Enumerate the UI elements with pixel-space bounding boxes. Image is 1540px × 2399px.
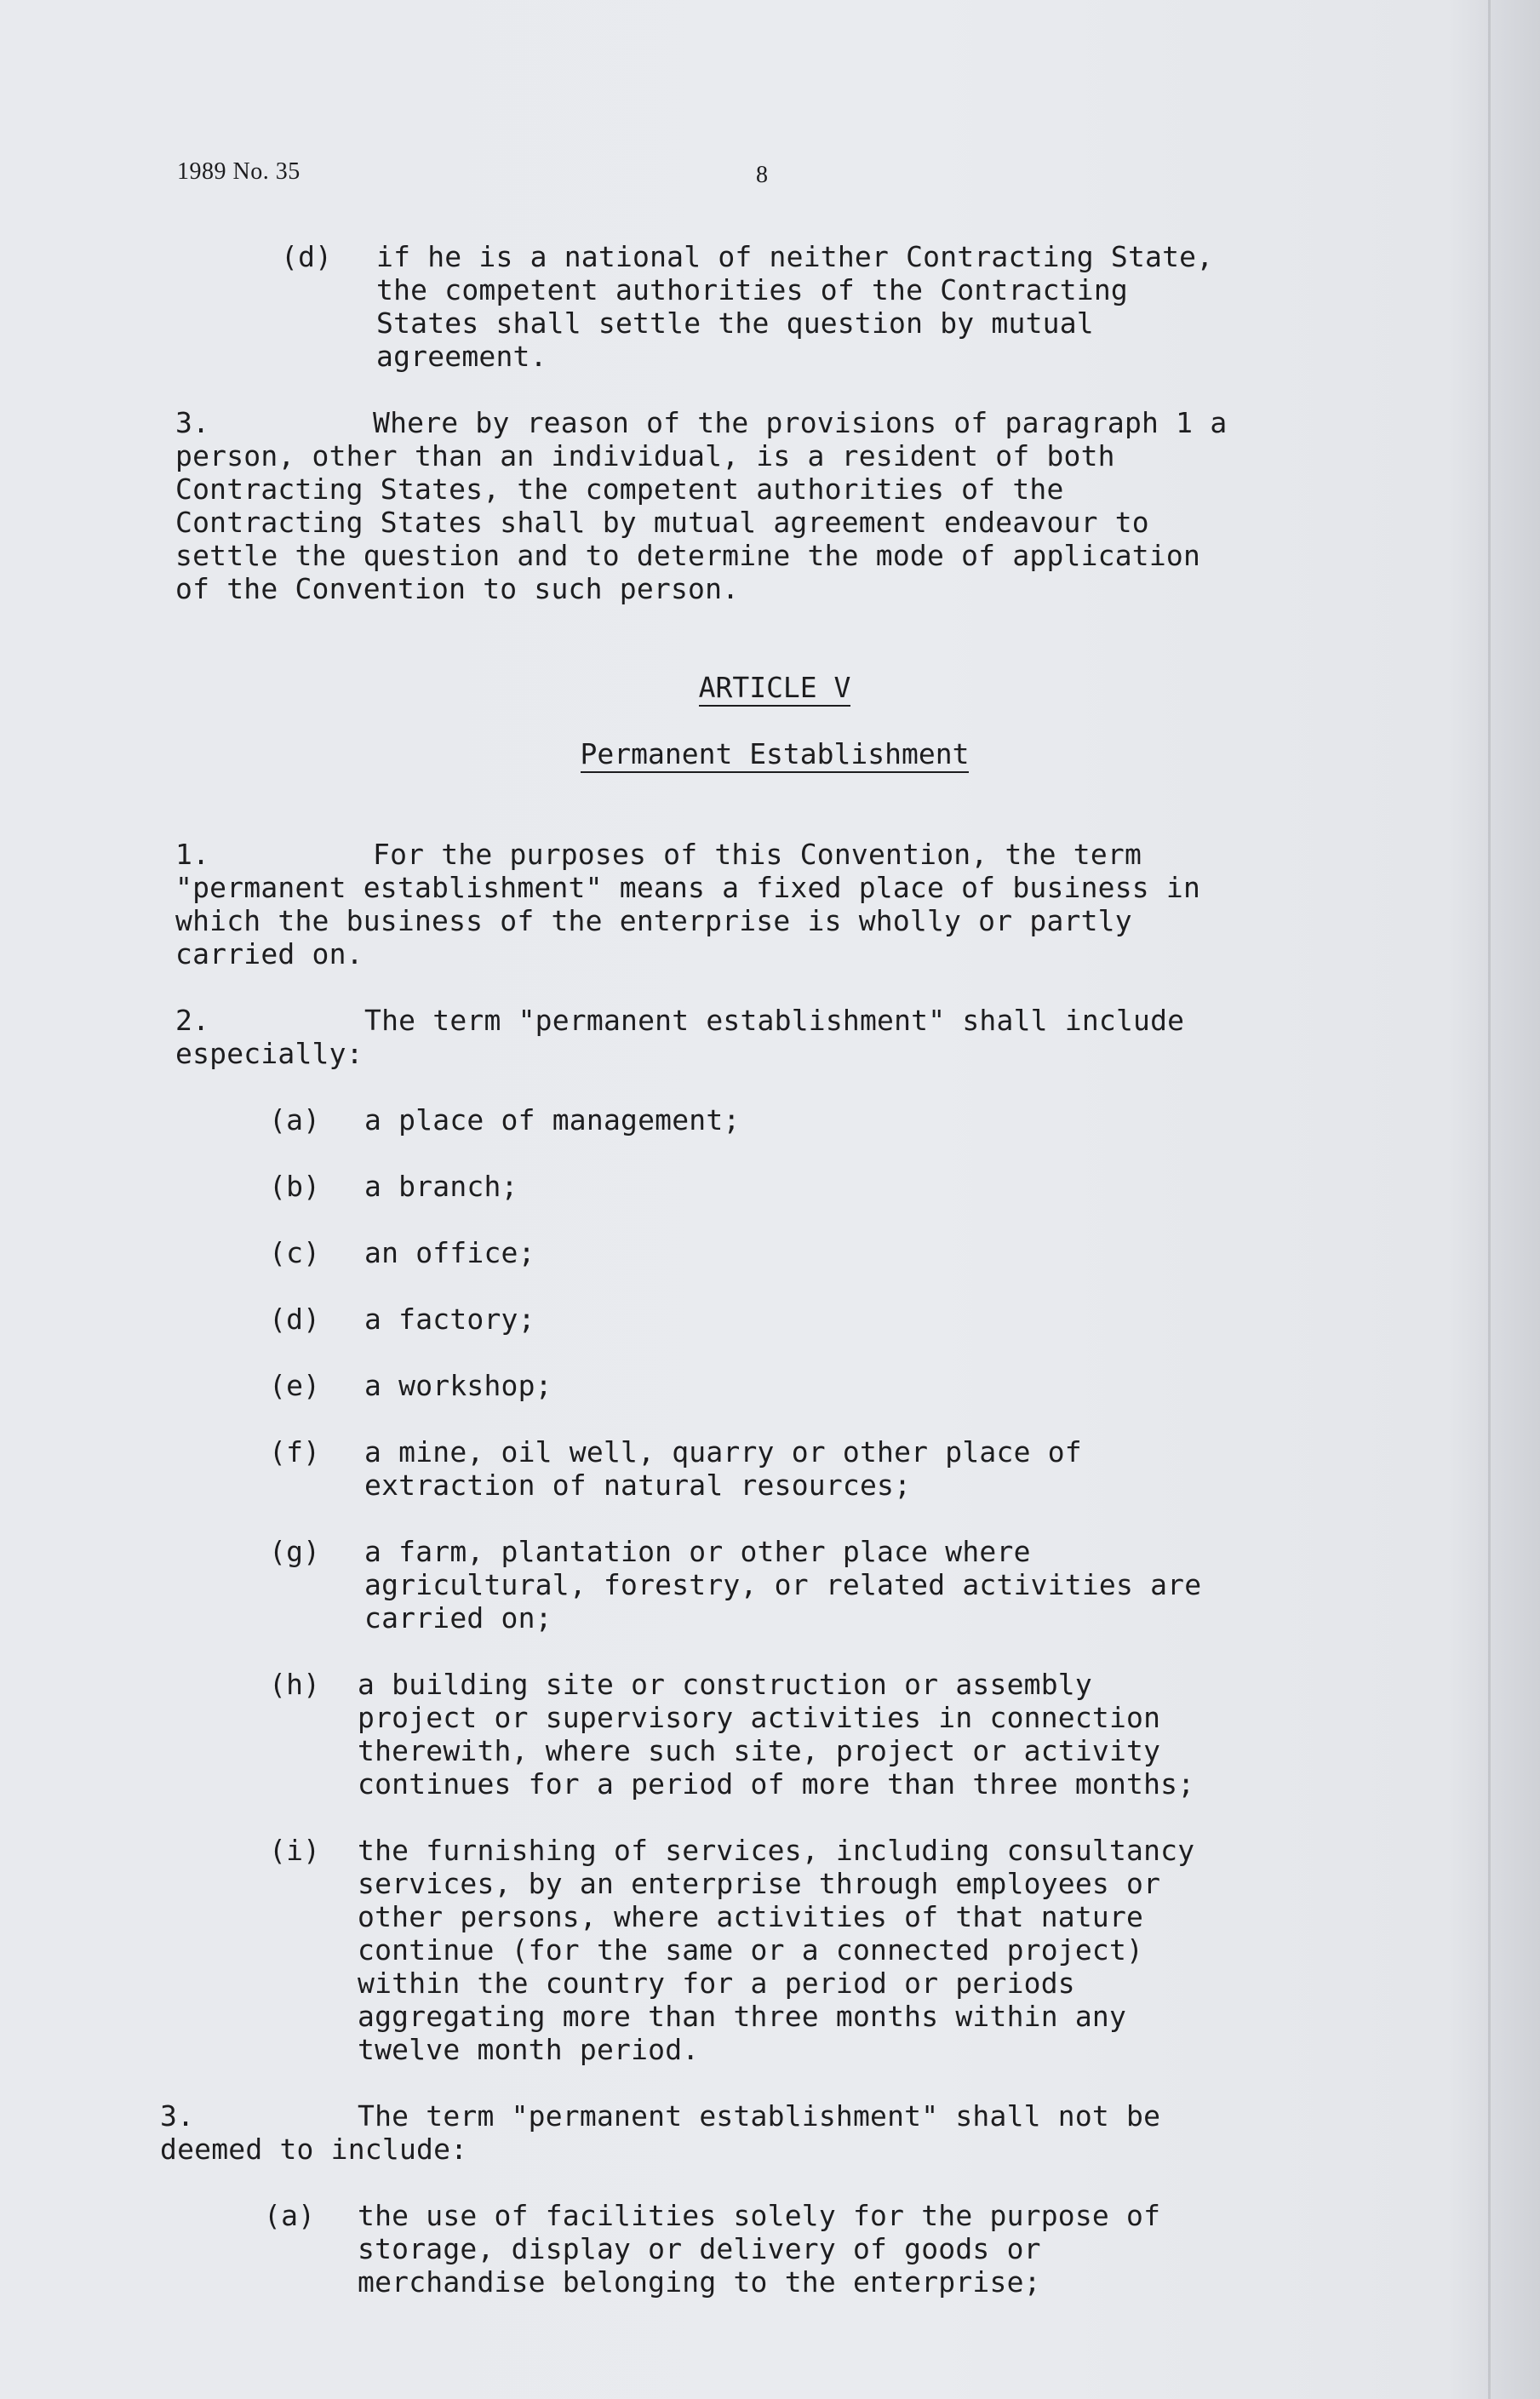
item-h-line-4: continues for a period of more than three months;	[358, 1767, 1195, 1801]
d-line-1: if he is a national of neither Contracting State,	[376, 240, 1214, 273]
section1-line-1: For the purposes of this Convention, the term	[373, 838, 1142, 871]
item-i-line-6: aggregating more than three months within any	[358, 2000, 1127, 2033]
item-b-line-1: a branch;	[364, 1170, 518, 1203]
section1-line-4: carried on.	[175, 937, 364, 970]
item-f-line-1: a mine, oil well, quarry or other place of	[364, 1435, 1082, 1469]
item-h-line-1: a building site or construction or assembly	[358, 1668, 1092, 1701]
section1-line-3: which the business of the enterprise is wholly or partly	[175, 904, 1132, 937]
page-number: 8	[756, 162, 768, 188]
item-c-line-1: an office;	[364, 1236, 535, 1269]
item-label-a: (a)	[269, 1103, 321, 1137]
para3-line-6: of the Convention to such person.	[175, 572, 740, 605]
item3-label-a: (a)	[264, 2199, 316, 2232]
item-label-i: (i)	[269, 1834, 321, 1867]
section3-number: 3.	[160, 2099, 195, 2133]
section2-line-1: The term "permanent establishment" shall include	[364, 1004, 1185, 1037]
item3a-line-1: the use of facilities solely for the purpose of	[358, 2199, 1161, 2232]
item-i-line-4: continue (for the same or a connected project)	[358, 1933, 1144, 1967]
item-i-line-5: within the country for a period or periods	[358, 1967, 1075, 2000]
section1-line-2: "permanent establishment" means a fixed place of business in	[175, 871, 1201, 904]
item-d-line-1: a factory;	[364, 1303, 535, 1336]
item-h-line-2: project or supervisory activities in connection	[358, 1701, 1161, 1734]
item-label-g: (g)	[269, 1535, 321, 1568]
item-e-line-1: a workshop;	[364, 1369, 552, 1402]
para3-line-4: Contracting States shall by mutual agreement endeavour to	[175, 506, 1149, 539]
article-title: ARTICLE V	[170, 671, 1379, 704]
para3-number: 3.	[175, 406, 210, 439]
document-reference: 1989 No. 35	[177, 158, 301, 185]
para3-line-3: Contracting States, the competent authorities of the	[175, 472, 1064, 506]
item-f-line-2: extraction of natural resources;	[364, 1469, 912, 1502]
section2-line-2: especially:	[175, 1037, 364, 1070]
para3-line-5: settle the question and to determine the mode of application	[175, 539, 1201, 572]
item3a-line-2: storage, display or delivery of goods or	[358, 2232, 1041, 2265]
section1-number: 1.	[175, 838, 210, 871]
item-i-line-1: the furnishing of services, including consultancy	[358, 1834, 1195, 1867]
page-edge	[1488, 0, 1491, 2399]
item-label-h: (h)	[269, 1668, 321, 1701]
para3-line-2: person, other than an individual, is a resident of both	[175, 439, 1115, 472]
item-h-line-3: therewith, where such site, project or activity	[358, 1734, 1161, 1767]
item-i-line-3: other persons, where activities of that nature	[358, 1900, 1144, 1933]
item3a-line-3: merchandise belonging to the enterprise;	[358, 2265, 1041, 2299]
item-a-line-1: a place of management;	[364, 1103, 741, 1137]
article-subtitle: Permanent Establishment	[170, 737, 1379, 770]
d-line-3: States shall settle the question by mutual	[376, 306, 1094, 340]
section3-line-1: The term "permanent establishment" shall not be	[358, 2099, 1161, 2133]
section2-number: 2.	[175, 1004, 210, 1037]
item-label-f: (f)	[269, 1435, 321, 1469]
item-i-line-2: services, by an enterprise through employees or	[358, 1867, 1161, 1900]
d-line-4: agreement.	[376, 340, 547, 373]
item-label-b: (b)	[269, 1170, 321, 1203]
item-label-d2: (d)	[269, 1303, 321, 1336]
item-i-line-7: twelve month period.	[358, 2033, 700, 2066]
item-g-line-1: a farm, plantation or other place where	[364, 1535, 1031, 1568]
item-label-e: (e)	[269, 1369, 321, 1402]
para3-line-1: Where by reason of the provisions of paragraph 1 a	[373, 406, 1228, 439]
section3-line-2: deemed to include:	[160, 2133, 468, 2166]
item-label-c: (c)	[269, 1236, 321, 1269]
item-g-line-2: agricultural, forestry, or related activities are	[364, 1568, 1202, 1601]
d-line-2: the competent authorities of the Contracting	[376, 273, 1128, 306]
item-label-d: (d)	[281, 240, 333, 273]
item-g-line-3: carried on;	[364, 1601, 552, 1635]
